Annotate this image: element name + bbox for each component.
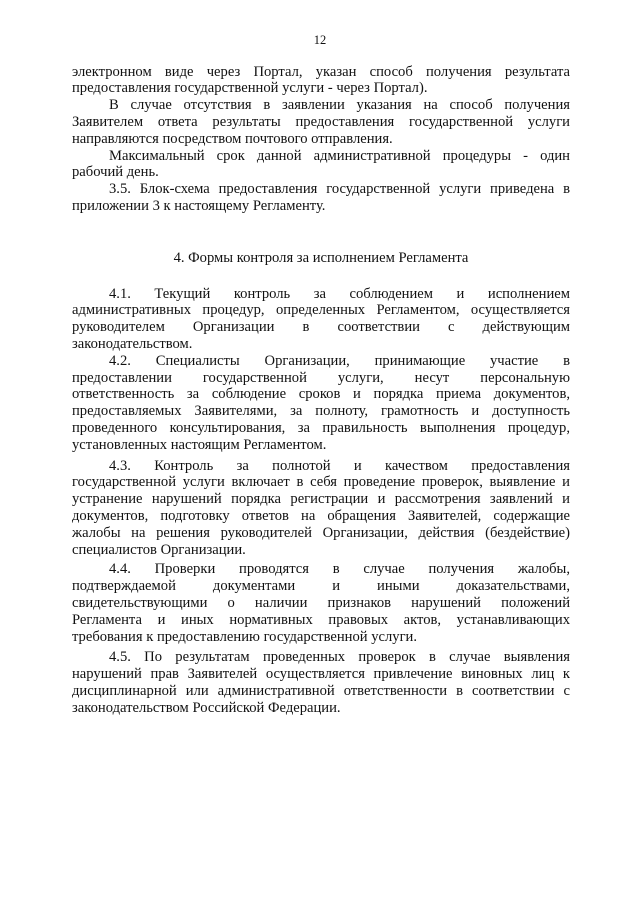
page-content: [72, 64, 570, 717]
text-line: ответственность за соблюдение сроков и порядка приема документов,: [72, 386, 570, 403]
paragraph-continuation: [72, 64, 570, 98]
text-line: документов, подготовку ответов на обращения Заявителей, содержащие: [72, 507, 570, 524]
text-line: дисциплинарной или административной ответственности в соответствии с: [72, 683, 570, 700]
text-line: законодательством.: [72, 335, 193, 352]
paragraph-4-5: [72, 649, 570, 716]
text-line: государственной услуги включает в себя проведение проверок, выявление и: [72, 474, 570, 491]
text-line: 4.1. Текущий контроль за соблюдением и исполнением: [109, 285, 570, 302]
text-line: рабочий день.: [72, 164, 159, 181]
text-line: проведенного консультирования, за правильность выполнения процедур,: [72, 419, 570, 436]
text-line: руководителем Организации в соответствии с действующим: [72, 319, 570, 336]
text-line: Максимальный срок данной административной процедуры - один: [109, 147, 570, 164]
text-line: электронном виде через Портал, указан способ получения результата: [72, 63, 570, 80]
text-line: 3.5. Блок-схема предоставления государственной услуги приведена в: [109, 181, 570, 198]
page-number: 12: [313, 33, 327, 47]
text-line: 4.5. По результатам проведенных проверок в случае выявления: [109, 649, 570, 666]
text-line: 4.3. Контроль за полнотой и качеством предоставления: [109, 457, 570, 474]
paragraph-4-4: [72, 561, 570, 645]
text-line: нарушений прав Заявителей осуществляется привлечение виновных лиц к: [72, 666, 570, 683]
text-line: Заявителем ответа результаты предоставления государственной услуги: [72, 113, 570, 130]
text-line: устранение нарушений порядка регистрации и рассмотрения заявлений и: [72, 491, 570, 508]
text-line: предоставляемых Заявителями, за полноту, грамотность и доступность: [72, 403, 570, 420]
paragraph-4-2: [72, 353, 570, 454]
text-line: установленных настоящим Регламентом.: [72, 436, 327, 453]
paragraph-3-5: [72, 181, 570, 215]
text-line: специалистов Организации.: [72, 541, 246, 558]
text-line: предоставления государственной услуги - через Портал).: [72, 80, 428, 97]
text-line: Регламента и иных нормативных правовых актов, устанавливающих: [72, 611, 570, 628]
section-heading: 4. Формы контроля за исполнением Регламента: [173, 249, 469, 266]
text-line: 4.4. Проверки проводятся в случае получения жалобы,: [109, 561, 570, 578]
text-line: В случае отсутствия в заявлении указания на способ получения: [109, 97, 570, 114]
paragraph-4-3: [72, 458, 570, 559]
paragraph-no-delivery-method: [72, 97, 570, 147]
paragraph-max-duration: [72, 148, 570, 182]
paragraph-4-1: [72, 286, 570, 353]
text-line: свидетельствующими о наличии признаков нарушений положений: [72, 595, 570, 612]
text-line: 4.2. Специалисты Организации, принимающие участие в: [109, 352, 570, 369]
text-line: приложении 3 к настоящему Регламенту.: [72, 197, 326, 214]
text-line: жалобы на решения руководителей Организации, действия (бездействие): [72, 524, 570, 541]
text-line: направляются посредством почтового отправления.: [72, 130, 393, 147]
text-line: требования к предоставлению государственной услуги.: [72, 628, 418, 645]
text-line: подтверждаемой документами и иными доказательствами,: [72, 578, 570, 595]
text-line: законодательством Российской Федерации.: [72, 699, 341, 716]
text-line: предоставлении государственной услуги, несут персональную: [72, 369, 570, 386]
text-line: административных процедур, определенных Регламентом, осуществляется: [72, 302, 570, 319]
